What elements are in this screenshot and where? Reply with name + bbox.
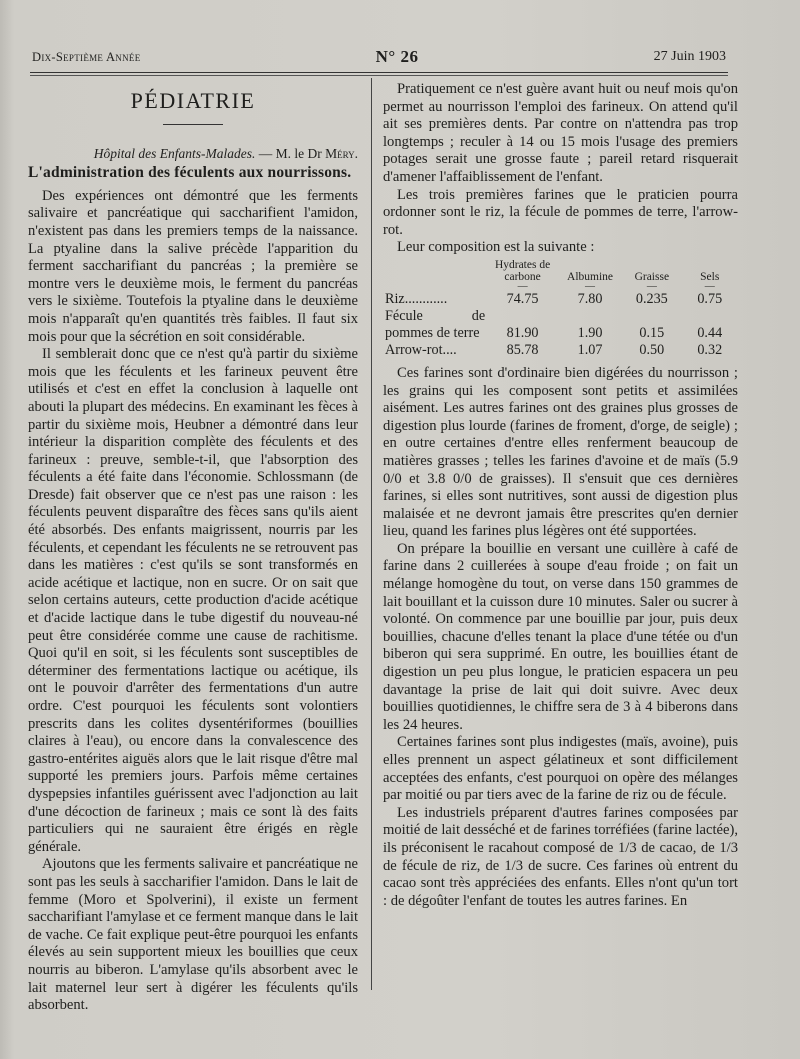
paragraph: Ajoutons que les ferments salivaire et pancréatique ne sont pas les seuls à saccharifier l'amidon. Dans le lait de femme (Moro et Spolverini), il existe un ferment saccharifiant l'amylase et ce ferment manque dans le lait de vache. Ce fait explique peut-être pourquoi les enfants élevés au sein supportent mieux les bouillies que ceux nourris au biberon. L'amylase qu'ils absorbent avec le lait maternel leur sert à digérer les féculents qu'ils absorbent. (28, 856, 358, 1014)
table-row (383, 291, 738, 308)
paragraph: Certaines farines sont plus indigestes (maïs, avoine), puis elles prennent un aspect gélatineux et sont difficilement acceptées des enfants, c'est pourquoi on opère des mélanges par moitié ou par tiers avec de la farine de riz ou de fécule. (383, 734, 738, 804)
table-row (383, 308, 738, 342)
table-header: Hydrates de carbone (494, 258, 551, 283)
paragraph: Il semblerait donc que ce n'est qu'à partir du sixième mois que les féculents et les farineux peuvent être utilisés et c'est en effet la conclusion à laquelle ont abouti la plupart des médecins. En examinant les fèces à partir du sixième mois, Heubner a démontré dans leur intérieur la disparition complète des féculents et des farineux : preuve, semble-t-il, que l'absorption des féculents a été faite dans l'économie. Schlossmann (de Dresde) fait observer que ce n'est pas une raison : les féculents peuvent disparaître des fèces sans qu'ils aient été absorbés. Des enfants maigrissent, nourris par les féculents, et cependant les féculents ne se retrouvent pas dans les matières : c'est qu'ils se sont transformés en acide acétique et lactique, non en sucre. Or on sait que selon certains auteurs, cette production d'acide acétique et d'acide lactique dans le tube digestif du nouveau-né peut être considérée comme une cause de rachitisme. Quoi qu'il en soit, si les féculents sont susceptibles de déterminer des fermentations lactique ou acétique, ils ont le pouvoir d'arrêter des fermentations d'un autre ordre. C'est pourquoi les féculents sont volontiers prescrits dans les colites dysentériformes (bouillies claires à l'eau), ou encore dans la convalescence des gastro-entérites aiguës alors que le lait risque d'être mal supporté les premiers jours. Parfois même certaines dyspepsies infantiles guérissent avec l'adjonction au lait d'une décoction de farineux ; mais ce sont là des faits particuliers qui ne sauraient être érigés en règle générale. (28, 346, 358, 855)
table-cell: 85.78 (506, 341, 539, 358)
table-cell: 0.15 (639, 324, 665, 341)
header-rule-second (30, 75, 728, 76)
row-label: Arrow-rot.... (385, 341, 457, 358)
table-cell: 0.75 (697, 290, 723, 307)
header-rule (30, 72, 728, 73)
row-label: Fécule de pommes de terre (385, 307, 486, 341)
paragraph: Leur composition est la suivante : (397, 239, 595, 256)
table-header: Albumine (567, 270, 614, 283)
author-name: Méry. (325, 145, 358, 161)
table-header (383, 259, 487, 283)
table-cell: 0.32 (697, 341, 723, 358)
table-cell: 7.80 (577, 290, 603, 307)
row-label: Riz............ (385, 290, 448, 307)
table-cell: 1.90 (577, 324, 603, 341)
hospital-name: Hôpital des Enfants-Malades. (93, 145, 256, 161)
issue-number: N° 26 (375, 47, 419, 66)
page-header (32, 46, 726, 68)
table-cell: 74.75 (506, 290, 539, 307)
section-title: PÉDIATRIE (130, 88, 256, 113)
column-divider (371, 78, 372, 990)
article-source (28, 145, 358, 163)
table-cell: 0.235 (635, 290, 668, 307)
composition-table (383, 259, 738, 359)
left-column (28, 86, 358, 1015)
paragraph: Des expériences ont démontré que les ferments salivaire et pancréatique qui saccharifient l'amidon, n'existent pas dans les premiers temps de la naissance. La ptyaline dans la salive précède l'apparition du ferment saccharifiant du pancréas ; la première se montre vers le deuxième mois, le ferment du pancréas vers le sixième. Toutefois la ptyaline dans le deuxième mois n'apparaît qu'en quantités très faibles. Il faut six mois pour que la sécrétion en soit considérable. (28, 187, 358, 345)
table-row (383, 342, 738, 359)
table-header: Graisse (634, 270, 670, 283)
author-prefix: — M. le Dr (255, 145, 326, 161)
paragraph: Les industriels préparent d'autres farines composées par moitié de lait desséché et de farines torréfiées (farine lactée), ils préconisent le racahout composé de 1/3 de cacao, de 1/3 de fécule de riz, de 1/3 de sucre. Ces farines où entrent du cacao sont très appréciées des enfants. Elles n'ont qu'un tort : de dégoûter l'enfant de toutes les autres farines. En (383, 804, 738, 909)
table-cell: 0.44 (697, 324, 723, 341)
table-header-row (383, 259, 738, 283)
header-year: Dix-Septième Année (32, 49, 141, 64)
title-rule (163, 124, 223, 125)
table-cell: 1.07 (577, 341, 603, 358)
table-header: Sels (700, 270, 720, 283)
right-column (383, 81, 738, 910)
paragraph: Les trois premières farines que le praticien pourra ordonner sont le riz, la fécule de pommes de terre, l'arrow-rot. (383, 186, 738, 238)
article-title: L'administration des féculents aux nourrissons. (28, 164, 352, 182)
paragraph: On prépare la bouillie en versant une cuillère à café de farine dans 2 cuillerées à soupe d'eau froide ; on fait un mélange homogène du tout, on verse dans 150 grammes de lait bouillant et la cuisson dure 10 minutes. Saler ou sucrer à volonté. On commence par une bouillie par jour, puis deux bouillies, chacune d'elles tenant la place d'une tétée ou d'un biberon qui sera supprimé. En outre, les bouillies étant de digestion un peu plus longue, le praticien espacera un peu davantage la prise de lait qui doit suivre. Avec deux bouillies quotidiennes, le chiffre sera de 3 à 4 biberons dans les 24 heures. (383, 540, 738, 733)
paragraph: Pratiquement ce n'est guère avant huit ou neuf mois qu'on permet au nourrisson l'emploi des farineux. On attend qu'il ait ses premières dents. Par contre on n'attendra pas trop longtemps ; reculer à 14 ou 15 mois l'usage des premiers potages serait une grosse faute ; pareil retard risquerait d'amener l'affaiblissement de l'enfant. (383, 81, 738, 185)
table-dash-row: — — — — (517, 280, 715, 292)
table-cell: 81.90 (506, 324, 539, 341)
paragraph: Ces farines sont d'ordinaire bien digérées du nourrisson ; les grains qui les composent sont petits et assimilées aisément. Les autres farines ont des graines plus grosses de digestion plus lourde (farines de froment, d'orge, de seigle) ; en outre certaines d'entre elles renferment beaucoup de matières grasses ; telles les farines d'avoine et de maïs (5.9 0/0 et 3.8 0/0 de graisses). Il s'ensuit que ces dernières farines, si elles sont nutritives, sont aussi de digestion plus malaisée et ne devront jamais être prescrites qu'en dernier lieu, quand les farines plus légères ont été supportées. (383, 364, 738, 540)
table-cell: 0.50 (639, 341, 665, 358)
issue-date: 27 Juin 1903 (653, 49, 726, 64)
